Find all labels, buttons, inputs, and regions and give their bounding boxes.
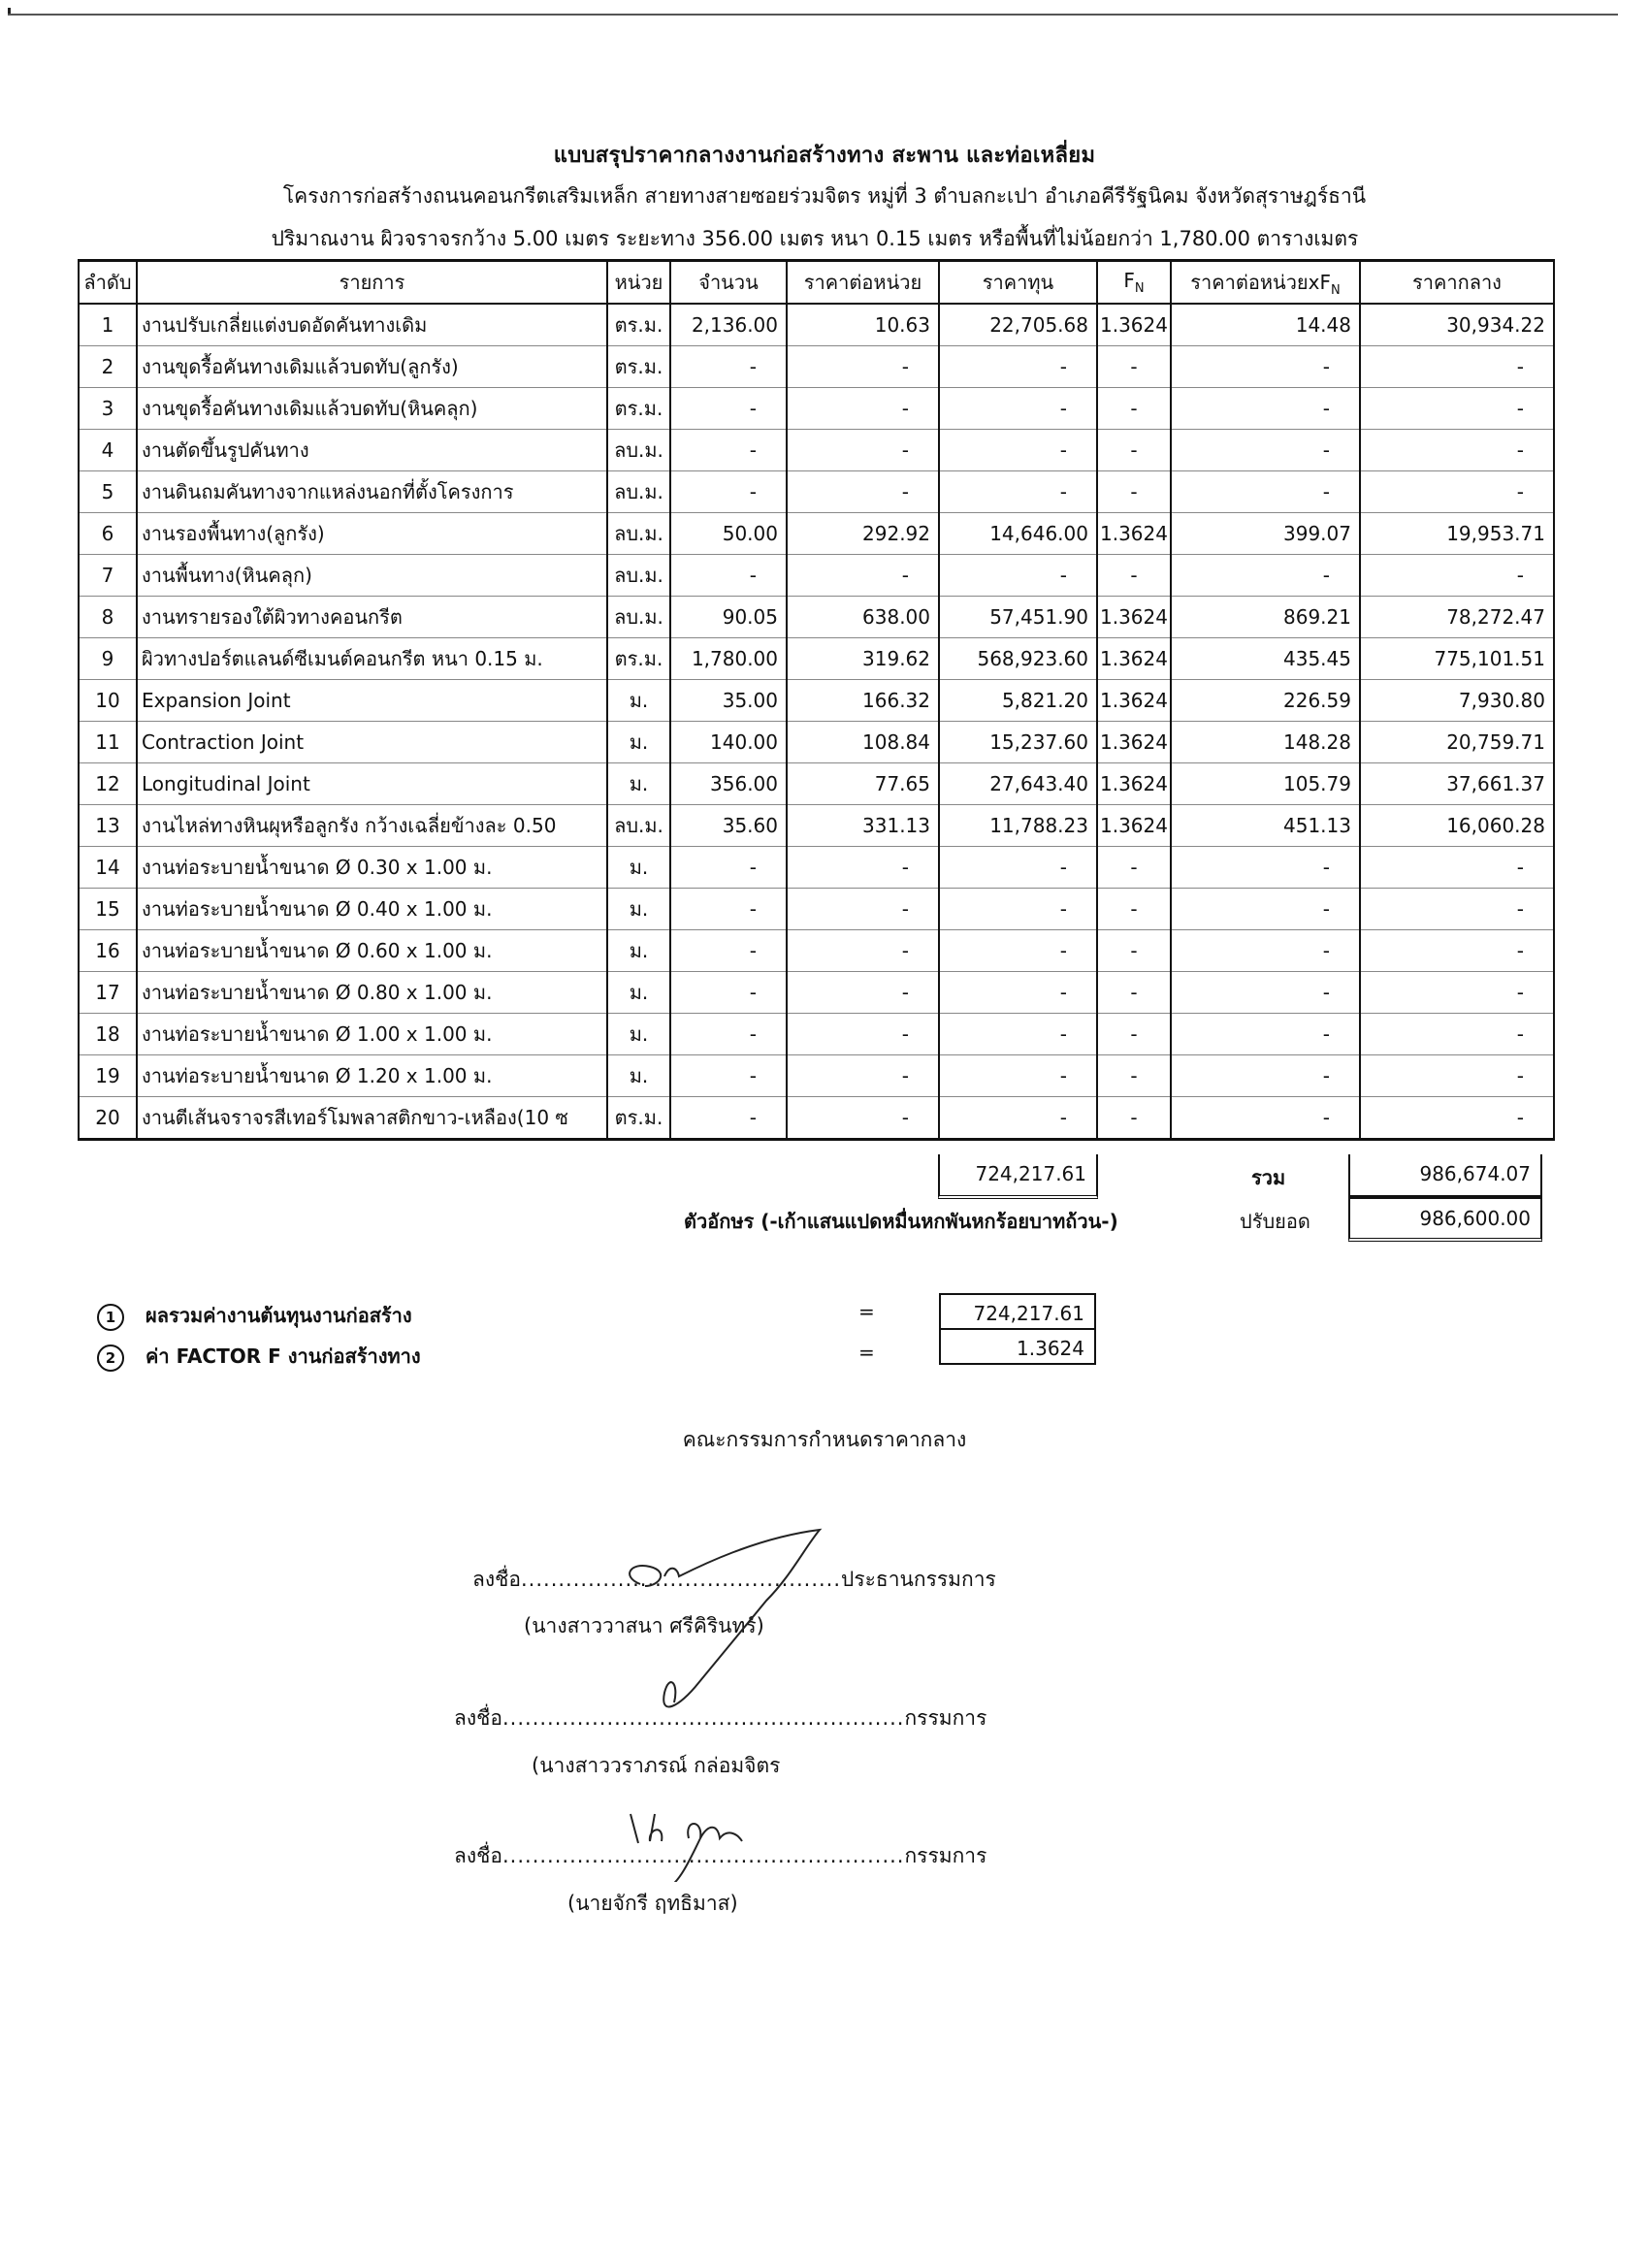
cell-row-number: 1 bbox=[79, 304, 137, 346]
table-row bbox=[79, 346, 1554, 388]
top-border-line bbox=[8, 14, 1618, 16]
cell-quantity: - bbox=[670, 1055, 787, 1097]
cell-mid-price: 37,661.37 bbox=[1360, 763, 1554, 805]
equals-sign: = bbox=[858, 1341, 875, 1364]
table-header-row bbox=[79, 261, 1554, 305]
cell-item-description: Contraction Joint bbox=[137, 722, 607, 763]
signature-line-chairman: ลงชื่อ...........................................ประธานกรรมการ bbox=[472, 1568, 996, 1591]
cell-factor-fn: - bbox=[1097, 930, 1171, 972]
cell-cost-price: 568,923.60 bbox=[939, 638, 1097, 680]
cell-unit-price: - bbox=[787, 555, 939, 597]
cell-row-number: 2 bbox=[79, 346, 137, 388]
cell-row-number: 8 bbox=[79, 597, 137, 638]
cell-mid-price: - bbox=[1360, 388, 1554, 430]
cell-cost-price: 14,646.00 bbox=[939, 513, 1097, 555]
cell-cost-price: 5,821.20 bbox=[939, 680, 1097, 722]
cell-unit: ม. bbox=[607, 889, 670, 930]
cell-unit: ลบ.ม. bbox=[607, 430, 670, 471]
col-header-unit: หน่วย bbox=[607, 261, 670, 305]
cell-cost-price: - bbox=[939, 847, 1097, 889]
cell-mid-price: - bbox=[1360, 972, 1554, 1014]
table-row bbox=[79, 388, 1554, 430]
cell-cost-price: - bbox=[939, 555, 1097, 597]
cell-cost-price: - bbox=[939, 388, 1097, 430]
cell-unit-price: 77.65 bbox=[787, 763, 939, 805]
cell-cost-price: - bbox=[939, 430, 1097, 471]
cell-cost-price: 27,643.40 bbox=[939, 763, 1097, 805]
table-row bbox=[79, 555, 1554, 597]
cell-unit-price: - bbox=[787, 1097, 939, 1140]
cell-row-number: 17 bbox=[79, 972, 137, 1014]
cell-unit: ลบ.ม. bbox=[607, 513, 670, 555]
handwritten-signature-icon bbox=[582, 1508, 873, 1761]
cell-quantity: - bbox=[670, 972, 787, 1014]
cell-mid-price: 775,101.51 bbox=[1360, 638, 1554, 680]
cell-factor-fn: - bbox=[1097, 1014, 1171, 1055]
cell-cost-price: - bbox=[939, 930, 1097, 972]
cell-unit-price: 638.00 bbox=[787, 597, 939, 638]
table-row bbox=[79, 513, 1554, 555]
cell-quantity: 2,136.00 bbox=[670, 304, 787, 346]
cell-row-number: 13 bbox=[79, 805, 137, 847]
cell-quantity: 50.00 bbox=[670, 513, 787, 555]
cell-unit-price-times-fn: - bbox=[1171, 889, 1360, 930]
committee-heading: คณะกรรมการกำหนดราคากลาง bbox=[682, 1428, 967, 1451]
table-row bbox=[79, 889, 1554, 930]
cell-unit-price-times-fn: - bbox=[1171, 1014, 1360, 1055]
cell-unit-price-times-fn: - bbox=[1171, 388, 1360, 430]
cell-unit-price-times-fn: - bbox=[1171, 430, 1360, 471]
cell-quantity: - bbox=[670, 930, 787, 972]
cell-quantity: - bbox=[670, 889, 787, 930]
cell-unit-price-times-fn: - bbox=[1171, 346, 1360, 388]
col-header-qty: จำนวน bbox=[670, 261, 787, 305]
cell-factor-fn: 1.3624 bbox=[1097, 680, 1171, 722]
cell-factor-fn: - bbox=[1097, 388, 1171, 430]
cell-item-description: งานรองพื้นทาง(ลูกรัง) bbox=[137, 513, 607, 555]
cell-unit-price: 331.13 bbox=[787, 805, 939, 847]
cell-row-number: 15 bbox=[79, 889, 137, 930]
cell-unit: ตร.ม. bbox=[607, 304, 670, 346]
table-row bbox=[79, 763, 1554, 805]
signatory-name-chairman: (นางสาววาสนา ศรีคิรินทร์) bbox=[524, 1614, 764, 1637]
cell-cost-price: - bbox=[939, 346, 1097, 388]
table-row bbox=[79, 972, 1554, 1014]
cell-factor-fn: 1.3624 bbox=[1097, 805, 1171, 847]
cell-unit-price-times-fn: 869.21 bbox=[1171, 597, 1360, 638]
cell-mid-price: - bbox=[1360, 847, 1554, 889]
cell-unit: ม. bbox=[607, 972, 670, 1014]
cell-mid-price: 16,060.28 bbox=[1360, 805, 1554, 847]
table-row bbox=[79, 430, 1554, 471]
table-row bbox=[79, 1014, 1554, 1055]
cell-item-description: งานปรับเกลี่ยแต่งบดอัดคันทางเดิม bbox=[137, 304, 607, 346]
cell-row-number: 7 bbox=[79, 555, 137, 597]
cell-mid-price: - bbox=[1360, 346, 1554, 388]
cell-mid-price: 30,934.22 bbox=[1360, 304, 1554, 346]
cell-item-description: งานตีเส้นจราจรสีเทอร์โมพลาสติกขาว-เหลือง(10 ซ bbox=[137, 1097, 607, 1140]
total-label: รวม bbox=[1251, 1166, 1286, 1189]
cell-unit-price: - bbox=[787, 388, 939, 430]
table-row bbox=[79, 1097, 1554, 1140]
cell-row-number: 12 bbox=[79, 763, 137, 805]
cell-cost-price: 57,451.90 bbox=[939, 597, 1097, 638]
cell-unit-price: 319.62 bbox=[787, 638, 939, 680]
cell-unit-price-times-fn: - bbox=[1171, 555, 1360, 597]
cell-factor-fn: 1.3624 bbox=[1097, 763, 1171, 805]
cell-row-number: 18 bbox=[79, 1014, 137, 1055]
cell-quantity: 140.00 bbox=[670, 722, 787, 763]
cell-item-description: งานท่อระบายน้ำขนาด Ø 0.40 x 1.00 ม. bbox=[137, 889, 607, 930]
col-header-mid-price: ราคากลาง bbox=[1360, 261, 1554, 305]
cell-row-number: 16 bbox=[79, 930, 137, 972]
price-summary-table bbox=[78, 259, 1555, 1141]
cell-quantity: - bbox=[670, 1014, 787, 1055]
cell-quantity: - bbox=[670, 1097, 787, 1140]
cell-unit: ลบ.ม. bbox=[607, 471, 670, 513]
cell-cost-price: - bbox=[939, 1055, 1097, 1097]
summary-label: ค่า FACTOR F งานก่อสร้างทาง bbox=[146, 1345, 421, 1368]
col-header-unit-price-fn: ราคาต่อหน่วย$xF_N$ bbox=[1171, 261, 1360, 305]
cell-quantity: 90.05 bbox=[670, 597, 787, 638]
amount-in-words: ตัวอักษร (-เก้าแสนแปดหมื่นหกพันหกร้อยบาทถ้วน-) bbox=[684, 1210, 1118, 1233]
cell-unit-price-times-fn: - bbox=[1171, 930, 1360, 972]
cell-factor-fn: 1.3624 bbox=[1097, 597, 1171, 638]
cell-unit: ม. bbox=[607, 722, 670, 763]
cell-unit-price: - bbox=[787, 889, 939, 930]
cell-unit: ม. bbox=[607, 1055, 670, 1097]
quantity-description: ปริมาณงาน ผิวจราจรกว้าง 5.00 เมตร ระยะทาง 356.00 เมตร หนา 0.15 เมตร หรือพื้นที่ไม่น้อยกว่า 1,780.00 ตารางเมตร bbox=[271, 227, 1359, 250]
cell-unit-price: - bbox=[787, 430, 939, 471]
cell-unit: ตร.ม. bbox=[607, 638, 670, 680]
cell-quantity: 356.00 bbox=[670, 763, 787, 805]
cell-quantity: - bbox=[670, 388, 787, 430]
cell-unit: ตร.ม. bbox=[607, 346, 670, 388]
signature-line-member-1: ลงชื่อ......................................................กรรมการ bbox=[454, 1706, 987, 1730]
col-header-unit-price: ราคาต่อหน่วย bbox=[787, 261, 939, 305]
cell-quantity: 35.60 bbox=[670, 805, 787, 847]
cell-unit-price: 166.32 bbox=[787, 680, 939, 722]
cell-mid-price: 19,953.71 bbox=[1360, 513, 1554, 555]
cell-factor-fn: - bbox=[1097, 430, 1171, 471]
cell-cost-price: - bbox=[939, 889, 1097, 930]
col-header-fn: $F_N$ bbox=[1097, 261, 1171, 305]
cell-unit-price-times-fn: - bbox=[1171, 471, 1360, 513]
circled-number-2-icon: 2 bbox=[97, 1345, 124, 1372]
cell-quantity: 1,780.00 bbox=[670, 638, 787, 680]
cell-quantity: - bbox=[670, 346, 787, 388]
cell-unit: ลบ.ม. bbox=[607, 555, 670, 597]
cell-unit-price-times-fn: 451.13 bbox=[1171, 805, 1360, 847]
cell-mid-price: - bbox=[1360, 889, 1554, 930]
cell-item-description: งานตัดขึ้นรูปคันทาง bbox=[137, 430, 607, 471]
cell-unit-price: - bbox=[787, 972, 939, 1014]
cell-cost-price: 11,788.23 bbox=[939, 805, 1097, 847]
cell-unit: ม. bbox=[607, 847, 670, 889]
cell-cost-price: - bbox=[939, 972, 1097, 1014]
cell-item-description: งานท่อระบายน้ำขนาด Ø 0.60 x 1.00 ม. bbox=[137, 930, 607, 972]
cell-unit: ลบ.ม. bbox=[607, 805, 670, 847]
cell-item-description: Expansion Joint bbox=[137, 680, 607, 722]
cell-mid-price: - bbox=[1360, 1097, 1554, 1140]
adjusted-value: 986,600.00 bbox=[1348, 1197, 1542, 1242]
cell-row-number: 4 bbox=[79, 430, 137, 471]
cell-row-number: 5 bbox=[79, 471, 137, 513]
cell-quantity: 35.00 bbox=[670, 680, 787, 722]
cell-row-number: 14 bbox=[79, 847, 137, 889]
cell-unit-price: - bbox=[787, 471, 939, 513]
table-row bbox=[79, 847, 1554, 889]
summary-factor-value: 1.3624 bbox=[939, 1328, 1096, 1365]
equals-sign: = bbox=[858, 1300, 875, 1323]
table-row bbox=[79, 471, 1554, 513]
cell-mid-price: - bbox=[1360, 471, 1554, 513]
cell-row-number: 11 bbox=[79, 722, 137, 763]
summary-label: ผลรวมค่างานต้นทุนงานก่อสร้าง bbox=[146, 1304, 412, 1327]
summary-row-factor bbox=[97, 1341, 421, 1372]
cell-unit: ม. bbox=[607, 1014, 670, 1055]
cell-row-number: 19 bbox=[79, 1055, 137, 1097]
cell-item-description: งานดินถมคันทางจากแหล่งนอกที่ตั้งโครงการ bbox=[137, 471, 607, 513]
cell-unit-price: 292.92 bbox=[787, 513, 939, 555]
cell-factor-fn: - bbox=[1097, 972, 1171, 1014]
cell-unit-price-times-fn: 435.45 bbox=[1171, 638, 1360, 680]
cell-mid-price: - bbox=[1360, 430, 1554, 471]
cell-mid-price: - bbox=[1360, 1055, 1554, 1097]
cell-cost-price: - bbox=[939, 1097, 1097, 1140]
summary-total-cost-value: 724,217.61 bbox=[939, 1293, 1096, 1330]
cell-mid-price: 7,930.80 bbox=[1360, 680, 1554, 722]
cell-unit: ม. bbox=[607, 930, 670, 972]
cell-quantity: - bbox=[670, 430, 787, 471]
cell-factor-fn: 1.3624 bbox=[1097, 638, 1171, 680]
cell-item-description: งานท่อระบายน้ำขนาด Ø 0.80 x 1.00 ม. bbox=[137, 972, 607, 1014]
cell-item-description: งานไหล่ทางหินผุหรือลูกรัง กว้างเฉลี่ยข้างละ 0.50 bbox=[137, 805, 607, 847]
cell-unit-price-times-fn: - bbox=[1171, 1097, 1360, 1140]
table-row bbox=[79, 722, 1554, 763]
cell-unit: ลบ.ม. bbox=[607, 597, 670, 638]
cell-unit: ม. bbox=[607, 763, 670, 805]
cell-factor-fn: - bbox=[1097, 889, 1171, 930]
cell-mid-price: - bbox=[1360, 555, 1554, 597]
cell-item-description: ผิวทางปอร์ตแลนด์ซีเมนต์คอนกรีต หนา 0.15 ม. bbox=[137, 638, 607, 680]
cell-row-number: 3 bbox=[79, 388, 137, 430]
cell-row-number: 6 bbox=[79, 513, 137, 555]
cell-factor-fn: 1.3624 bbox=[1097, 722, 1171, 763]
cell-unit-price: - bbox=[787, 930, 939, 972]
cell-item-description: Longitudinal Joint bbox=[137, 763, 607, 805]
summary-row-total-cost bbox=[97, 1300, 412, 1331]
signatory-name-member-1: (นางสาววราภรณ์ กล่อมจิตร bbox=[532, 1754, 781, 1777]
total-mid-price-value: 986,674.07 bbox=[1348, 1154, 1542, 1197]
cell-item-description: งานท่อระบายน้ำขนาด Ø 0.30 x 1.00 ม. bbox=[137, 847, 607, 889]
col-header-item: รายการ bbox=[137, 261, 607, 305]
cell-factor-fn: 1.3624 bbox=[1097, 513, 1171, 555]
adjusted-label: ปรับยอด bbox=[1240, 1210, 1310, 1233]
cell-factor-fn: - bbox=[1097, 555, 1171, 597]
cell-cost-price: - bbox=[939, 1014, 1097, 1055]
cell-item-description: งานท่อระบายน้ำขนาด Ø 1.00 x 1.00 ม. bbox=[137, 1014, 607, 1055]
cell-row-number: 20 bbox=[79, 1097, 137, 1140]
cell-row-number: 10 bbox=[79, 680, 137, 722]
cell-cost-price: 15,237.60 bbox=[939, 722, 1097, 763]
cell-unit-price-times-fn: 399.07 bbox=[1171, 513, 1360, 555]
cell-quantity: - bbox=[670, 555, 787, 597]
cell-factor-fn: - bbox=[1097, 1097, 1171, 1140]
cell-mid-price: - bbox=[1360, 930, 1554, 972]
table-row bbox=[79, 930, 1554, 972]
total-cost-value: 724,217.61 bbox=[938, 1154, 1098, 1199]
cell-item-description: งานขุดรื้อคันทางเดิมแล้วบดทับ(ลูกรัง) bbox=[137, 346, 607, 388]
cell-unit-price: - bbox=[787, 847, 939, 889]
col-header-no: ลำดับ bbox=[79, 261, 137, 305]
cell-unit-price: - bbox=[787, 1055, 939, 1097]
table-row bbox=[79, 1055, 1554, 1097]
document-title: แบบสรุปราคากลางงานก่อสร้างทาง สะพาน และท่อเหลี่ยม bbox=[553, 144, 1096, 168]
project-description: โครงการก่อสร้างถนนคอนกรีตเสริมเหล็ก สายทางสายซอยร่วมจิตร หมู่ที่ 3 ตำบลกะเปา อำเภอคีรีรัฐนิคม จังหวัดสุราษฎร์ธานี bbox=[282, 184, 1367, 208]
cell-unit-price-times-fn: - bbox=[1171, 972, 1360, 1014]
cell-factor-fn: - bbox=[1097, 1055, 1171, 1097]
cell-factor-fn: - bbox=[1097, 346, 1171, 388]
signatory-name-member-2: (นายจักรี ฤทธิมาส) bbox=[567, 1892, 738, 1915]
cell-unit-price: 108.84 bbox=[787, 722, 939, 763]
table-row bbox=[79, 597, 1554, 638]
circled-number-1-icon: 1 bbox=[97, 1304, 124, 1331]
signature-line-member-2: ลงชื่อ......................................................กรรมการ bbox=[454, 1844, 987, 1867]
cell-mid-price: - bbox=[1360, 1014, 1554, 1055]
cell-unit: ม. bbox=[607, 680, 670, 722]
table-row bbox=[79, 304, 1554, 346]
cell-unit: ตร.ม. bbox=[607, 1097, 670, 1140]
table-row bbox=[79, 680, 1554, 722]
cell-unit-price-times-fn: 148.28 bbox=[1171, 722, 1360, 763]
table-row bbox=[79, 638, 1554, 680]
handwritten-signature-icon bbox=[611, 1795, 766, 1882]
cell-item-description: งานขุดรื้อคันทางเดิมแล้วบดทับ(หินคลุก) bbox=[137, 388, 607, 430]
cell-item-description: งานทรายรองใต้ผิวทางคอนกรีต bbox=[137, 597, 607, 638]
cell-unit-price-times-fn: 14.48 bbox=[1171, 304, 1360, 346]
col-header-cost: ราคาทุน bbox=[939, 261, 1097, 305]
cell-quantity: - bbox=[670, 471, 787, 513]
cell-cost-price: 22,705.68 bbox=[939, 304, 1097, 346]
cell-cost-price: - bbox=[939, 471, 1097, 513]
cell-unit-price-times-fn: 105.79 bbox=[1171, 763, 1360, 805]
cell-unit-price: 10.63 bbox=[787, 304, 939, 346]
cell-unit-price-times-fn: - bbox=[1171, 1055, 1360, 1097]
cell-row-number: 9 bbox=[79, 638, 137, 680]
cell-item-description: งานพื้นทาง(หินคลุก) bbox=[137, 555, 607, 597]
cell-factor-fn: - bbox=[1097, 847, 1171, 889]
cell-unit-price: - bbox=[787, 346, 939, 388]
cell-mid-price: 20,759.71 bbox=[1360, 722, 1554, 763]
cell-mid-price: 78,272.47 bbox=[1360, 597, 1554, 638]
cell-factor-fn: 1.3624 bbox=[1097, 304, 1171, 346]
cell-unit: ตร.ม. bbox=[607, 388, 670, 430]
cell-unit-price-times-fn: 226.59 bbox=[1171, 680, 1360, 722]
cell-unit-price: - bbox=[787, 1014, 939, 1055]
cell-quantity: - bbox=[670, 847, 787, 889]
cell-item-description: งานท่อระบายน้ำขนาด Ø 1.20 x 1.00 ม. bbox=[137, 1055, 607, 1097]
table-row bbox=[79, 805, 1554, 847]
cell-factor-fn: - bbox=[1097, 471, 1171, 513]
cell-unit-price-times-fn: - bbox=[1171, 847, 1360, 889]
